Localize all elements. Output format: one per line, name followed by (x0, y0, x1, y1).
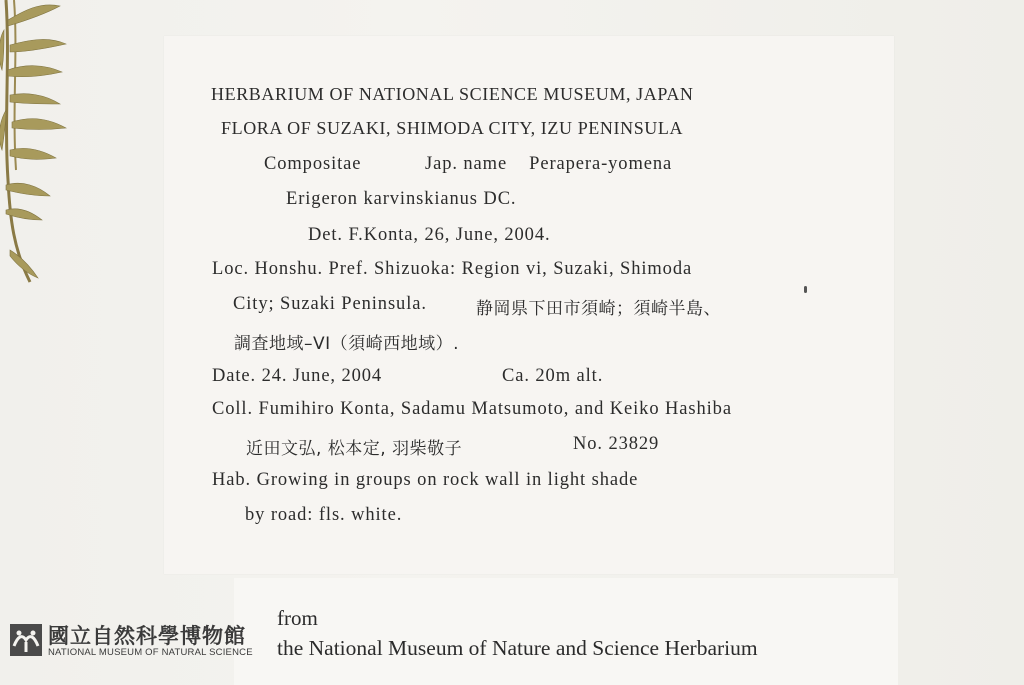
source-text: the National Museum of Nature and Science Herbarium (277, 636, 758, 660)
institution-heading: HERBARIUM OF NATIONAL SCIENCE MUSEUM, JAPAN (211, 84, 694, 104)
habitat-line-1: Hab. Growing in groups on rock wall in light shade (212, 470, 639, 490)
determination: Det. F.Konta, 26, June, 2004. (308, 225, 551, 245)
altitude: Ca. 20m alt. (502, 366, 604, 386)
source-strip (234, 578, 898, 685)
museum-name-english: NATIONAL MUSEUM OF NATURAL SCIENCE (48, 647, 253, 658)
locality-line-2: City; Suzaki Peninsula. (233, 294, 427, 314)
plant-specimen-image (0, 0, 80, 290)
family-name: Compositae (264, 154, 362, 174)
locality-line-1: Loc. Honshu. Pref. Shizuoka: Region vi, Suzaki, Shimoda (212, 259, 693, 279)
ink-mark (804, 286, 807, 293)
collectors-jp: 近田文弘, 松本定, 羽柴敬子 (246, 439, 463, 459)
collection-date: Date. 24. June, 2004 (212, 366, 383, 386)
locality-line-3-jp: 調査地域–VI（須崎西地域）. (234, 334, 460, 354)
species-name: Erigeron karvinskianus DC. (286, 189, 517, 209)
locality-line-2-jp: 静岡県下田市須崎；須崎半島、 (476, 299, 721, 319)
museum-logo-icon (10, 624, 42, 656)
collectors: Coll. Fumihiro Konta, Sadamu Matsumoto, and Keiko Hashiba (212, 399, 732, 419)
from-text: from (277, 606, 318, 630)
specimen-number: No. 23829 (573, 434, 660, 454)
museum-name-chinese: 國立自然科學博物館 (48, 624, 246, 648)
japanese-name: Jap. name Perapera-yomena (425, 154, 673, 174)
habitat-line-2: by road: fls. white. (245, 505, 403, 525)
flora-heading: FLORA OF SUZAKI, SHIMODA CITY, IZU PENINSULA (221, 118, 684, 138)
